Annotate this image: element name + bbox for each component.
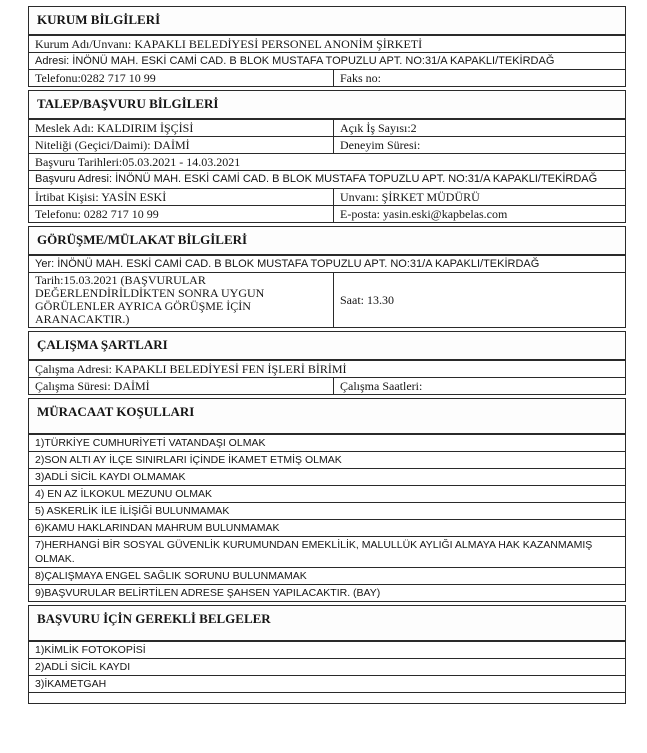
job-posting-form	[28, 6, 626, 707]
kurum-section	[28, 6, 626, 87]
kurum-telefon-row	[29, 69, 625, 86]
gorusme-saat: Saat: 13.30	[333, 273, 625, 327]
calisma-adres-row	[29, 360, 625, 377]
calisma-suresi: Çalışma Süresi: DAİMİ	[35, 379, 150, 393]
muracaat-item: 8)ÇALIŞMAYA ENGEL SAĞLIK SORUNU BULUNMAMAK	[29, 567, 625, 584]
irtibat-kisisi: İrtibat Kişisi: YASİN ESKİ	[35, 190, 167, 204]
calisma-suresi-row	[29, 377, 625, 394]
kurum-adi: Kurum Adı/Unvanı: KAPAKLI BELEDİYESİ PERSONEL ANONİM ŞİRKETİ	[35, 37, 423, 51]
muracaat-item: 6)KAMU HAKLARINDAN MAHRUM BULUNMAMAK	[29, 519, 625, 536]
muracaat-item: 7)HERHANGİ BİR SOSYAL GÜVENLİK KURUMUNDAN EMEKLİLİK, MALULLÜK AYLIĞI ALMAYA HAK KAZANMAMIŞ OLMAK.	[29, 536, 625, 567]
acik-is-sayisi: Açık İş Sayısı:2	[333, 120, 625, 136]
kurum-adres: Adresi: İNÖNÜ MAH. ESKİ CAMİ CAD. B BLOK MUSTAFA TOPUZLU APT. NO:31/A KAPAKLI/TEKİRDAĞ	[35, 55, 555, 67]
gorusme-yer-row	[29, 255, 625, 272]
muracaat-item: 5) ASKERLİK İLE İLİŞİĞİ BULUNMAMAK	[29, 502, 625, 519]
tarihler-row	[29, 153, 625, 170]
niteligi: Niteliği (Geçici/Daimi): DAİMİ	[35, 138, 190, 152]
muracaat-item: 2)SON ALTI AY İLÇE SINIRLARI İÇİNDE İKAMET ETMİŞ OLMAK	[29, 451, 625, 468]
talep-title: TALEP/BAŞVURU BİLGİLERİ	[29, 91, 625, 119]
gorusme-tarih: Tarih:15.03.2021 (BAŞVURULAR DEĞERLENDİRİLDİKTEN SONRA UYGUN GÖRÜLENLER AYRICA GÖRÜŞME İÇİN ARANACAKTIR.)	[35, 273, 265, 326]
eposta: E-posta: yasin.eski@kapbelas.com	[333, 206, 625, 222]
muracaat-item: 1)TÜRKİYE CUMHURİYETİ VATANDAŞI OLMAK	[29, 434, 625, 451]
calisma-adresi: Çalışma Adresi: KAPAKLI BELEDİYESİ FEN İŞLERİ BİRİMİ	[35, 362, 347, 376]
gorusme-tarih-row	[29, 272, 625, 327]
belge-item: 3)İKAMETGAH	[29, 675, 625, 692]
meslek-adi: Meslek Adı: KALDIRIM İŞÇİSİ	[35, 121, 194, 135]
basvuru-tarihleri: Başvuru Tarihleri:05.03.2021 - 14.03.2021	[35, 155, 241, 169]
calisma-saatleri: Çalışma Saatleri:	[333, 378, 625, 394]
meslek-row	[29, 119, 625, 136]
belgeler-title: BAŞVURU İÇİN GEREKLİ BELGELER	[29, 606, 625, 641]
muracaat-item: 3)ADLİ SİCİL KAYDI OLMAMAK	[29, 468, 625, 485]
belgeler-section	[28, 605, 626, 704]
calisma-section	[28, 331, 626, 395]
kurum-telefon: Telefonu:0282 717 10 99	[35, 71, 156, 85]
belge-item: 2)ADLİ SİCİL KAYDI	[29, 658, 625, 675]
muracaat-item: 4) EN AZ İLKOKUL MEZUNU OLMAK	[29, 485, 625, 502]
kurum-faks: Faks no:	[333, 70, 625, 86]
talep-telefon-row	[29, 205, 625, 222]
gorusme-section	[28, 226, 626, 328]
deneyim-suresi: Deneyim Süresi:	[333, 137, 625, 153]
basvuru-adresi: Başvuru Adresi: İNÖNÜ MAH. ESKİ CAMİ CAD. B BLOK MUSTAFA TOPUZLU APT. NO:31/A KAPAKLI/TEKİRDAĞ	[35, 173, 598, 185]
nitelik-row	[29, 136, 625, 153]
muracaat-item: 9)BAŞVURULAR BELİRTİLEN ADRESE ŞAHSEN YAPILACAKTIR. (BAY)	[29, 584, 625, 601]
irtibat-row	[29, 188, 625, 205]
next-section-edge	[29, 692, 625, 703]
kurum-adi-row	[29, 35, 625, 52]
calisma-title: ÇALIŞMA ŞARTLARI	[29, 332, 625, 360]
kurum-adres-row	[29, 52, 625, 69]
unvani: Unvanı: ŞİRKET MÜDÜRÜ	[333, 189, 625, 205]
talep-section	[28, 90, 626, 223]
talep-telefon: Telefonu: 0282 717 10 99	[35, 207, 159, 221]
gorusme-yer: Yer: İNÖNÜ MAH. ESKİ CAMİ CAD. B BLOK MUSTAFA TOPUZLU APT. NO:31/A KAPAKLI/TEKİRDAĞ	[35, 258, 540, 270]
belge-item: 1)KİMLİK FOTOKOPİSİ	[29, 641, 625, 658]
kurum-title: KURUM BİLGİLERİ	[29, 7, 625, 35]
muracaat-section	[28, 398, 626, 602]
gorusme-title: GÖRÜŞME/MÜLAKAT BİLGİLERİ	[29, 227, 625, 255]
muracaat-title: MÜRACAAT KOŞULLARI	[29, 399, 625, 434]
basvuru-adresi-row	[29, 170, 625, 188]
